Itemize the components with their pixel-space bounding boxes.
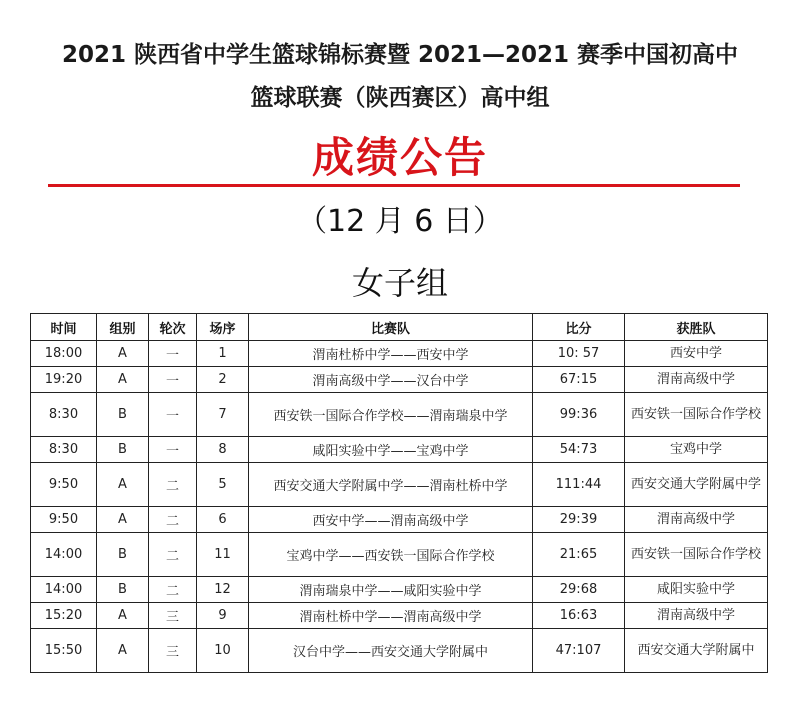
table-row [31, 341, 768, 367]
cell-teams: 渭南瑞泉中学——咸阳实验中学 [249, 577, 533, 603]
table-row [31, 577, 768, 603]
cell-time: 8:30 [31, 437, 97, 463]
cell-round: 三 [149, 603, 197, 629]
cell-score: 10: 57 [533, 341, 625, 367]
cell-time: 15:20 [31, 603, 97, 629]
cell-score: 29:39 [533, 507, 625, 533]
cell-winner: 西安中学 [625, 341, 768, 367]
cell-group: B [97, 393, 149, 437]
cell-teams: 宝鸡中学——西安铁一国际合作学校 [249, 533, 533, 577]
cell-match-no: 6 [197, 507, 249, 533]
cell-winner: 西安交通大学附属中学 [625, 463, 768, 507]
table-header-row [31, 314, 768, 341]
cell-round: 二 [149, 463, 197, 507]
title-line-1: 2021 陕西省中学生篮球锦标赛暨 2021—2021 赛季中国初高中 [61, 42, 739, 68]
cell-teams: 咸阳实验中学——宝鸡中学 [249, 437, 533, 463]
results-table [30, 313, 768, 673]
cell-round: 一 [149, 367, 197, 393]
cell-winner: 渭南高级中学 [625, 367, 768, 393]
cell-round: 一 [149, 341, 197, 367]
cell-round: 一 [149, 437, 197, 463]
column-header-time: 时间 [31, 314, 97, 341]
cell-time: 9:50 [31, 463, 97, 507]
cell-score: 54:73 [533, 437, 625, 463]
cell-time: 14:00 [31, 577, 97, 603]
cell-winner: 西安铁一国际合作学校 [625, 393, 768, 437]
cell-score: 111:44 [533, 463, 625, 507]
cell-match-no: 1 [197, 341, 249, 367]
table-row [31, 533, 768, 577]
cell-winner: 渭南高级中学 [625, 603, 768, 629]
cell-group: A [97, 603, 149, 629]
column-header-teams: 比赛队 [249, 314, 533, 341]
cell-group: B [97, 533, 149, 577]
cell-winner: 咸阳实验中学 [625, 577, 768, 603]
cell-match-no: 8 [197, 437, 249, 463]
cell-group: A [97, 367, 149, 393]
cell-group: B [97, 577, 149, 603]
cell-group: A [97, 507, 149, 533]
cell-time: 19:20 [31, 367, 97, 393]
cell-teams: 西安铁一国际合作学校——渭南瑞泉中学 [249, 393, 533, 437]
cell-teams: 西安交通大学附属中学——渭南杜桥中学 [249, 463, 533, 507]
cell-winner: 宝鸡中学 [625, 437, 768, 463]
cell-match-no: 9 [197, 603, 249, 629]
cell-score: 16:63 [533, 603, 625, 629]
cell-match-no: 10 [197, 629, 249, 673]
cell-time: 14:00 [31, 533, 97, 577]
cell-score: 47:107 [533, 629, 625, 673]
column-header-match-no: 场序 [197, 314, 249, 341]
cell-time: 15:50 [31, 629, 97, 673]
cell-teams: 汉台中学——西安交通大学附属中 [249, 629, 533, 673]
column-header-group: 组别 [97, 314, 149, 341]
table-row [31, 629, 768, 673]
cell-time: 18:00 [31, 341, 97, 367]
cell-time: 9:50 [31, 507, 97, 533]
cell-teams: 渭南杜桥中学——渭南高级中学 [249, 603, 533, 629]
announcement-heading: 成绩公告 [311, 133, 488, 182]
cell-score: 67:15 [533, 367, 625, 393]
cell-round: 二 [149, 577, 197, 603]
cell-score: 21:65 [533, 533, 625, 577]
cell-teams: 西安中学——渭南高级中学 [249, 507, 533, 533]
cell-time: 8:30 [31, 393, 97, 437]
column-header-score: 比分 [533, 314, 625, 341]
cell-round: 二 [149, 507, 197, 533]
cell-match-no: 7 [197, 393, 249, 437]
table-row [31, 367, 768, 393]
cell-round: 一 [149, 393, 197, 437]
cell-winner: 渭南高级中学 [625, 507, 768, 533]
cell-round: 二 [149, 533, 197, 577]
cell-match-no: 2 [197, 367, 249, 393]
table-row [31, 393, 768, 437]
date-label: （12 月 6 日） [297, 204, 503, 239]
group-title: 女子组 [351, 264, 448, 302]
cell-match-no: 11 [197, 533, 249, 577]
table-row [31, 507, 768, 533]
cell-teams: 渭南杜桥中学——西安中学 [249, 341, 533, 367]
cell-group: A [97, 629, 149, 673]
cell-teams: 渭南高级中学——汉台中学 [249, 367, 533, 393]
column-header-round: 轮次 [149, 314, 197, 341]
cell-match-no: 5 [197, 463, 249, 507]
title-line-2: 篮球联赛（陕西赛区）高中组 [250, 85, 550, 111]
cell-winner: 西安铁一国际合作学校 [625, 533, 768, 577]
table-row [31, 437, 768, 463]
table-row [31, 603, 768, 629]
cell-group: A [97, 463, 149, 507]
column-header-winner: 获胜队 [625, 314, 768, 341]
cell-score: 29:68 [533, 577, 625, 603]
cell-group: A [97, 341, 149, 367]
table-row [31, 463, 768, 507]
cell-winner: 西安交通大学附属中 [625, 629, 768, 673]
cell-round: 三 [149, 629, 197, 673]
cell-group: B [97, 437, 149, 463]
cell-score: 99:36 [533, 393, 625, 437]
red-divider [48, 184, 740, 187]
cell-match-no: 12 [197, 577, 249, 603]
